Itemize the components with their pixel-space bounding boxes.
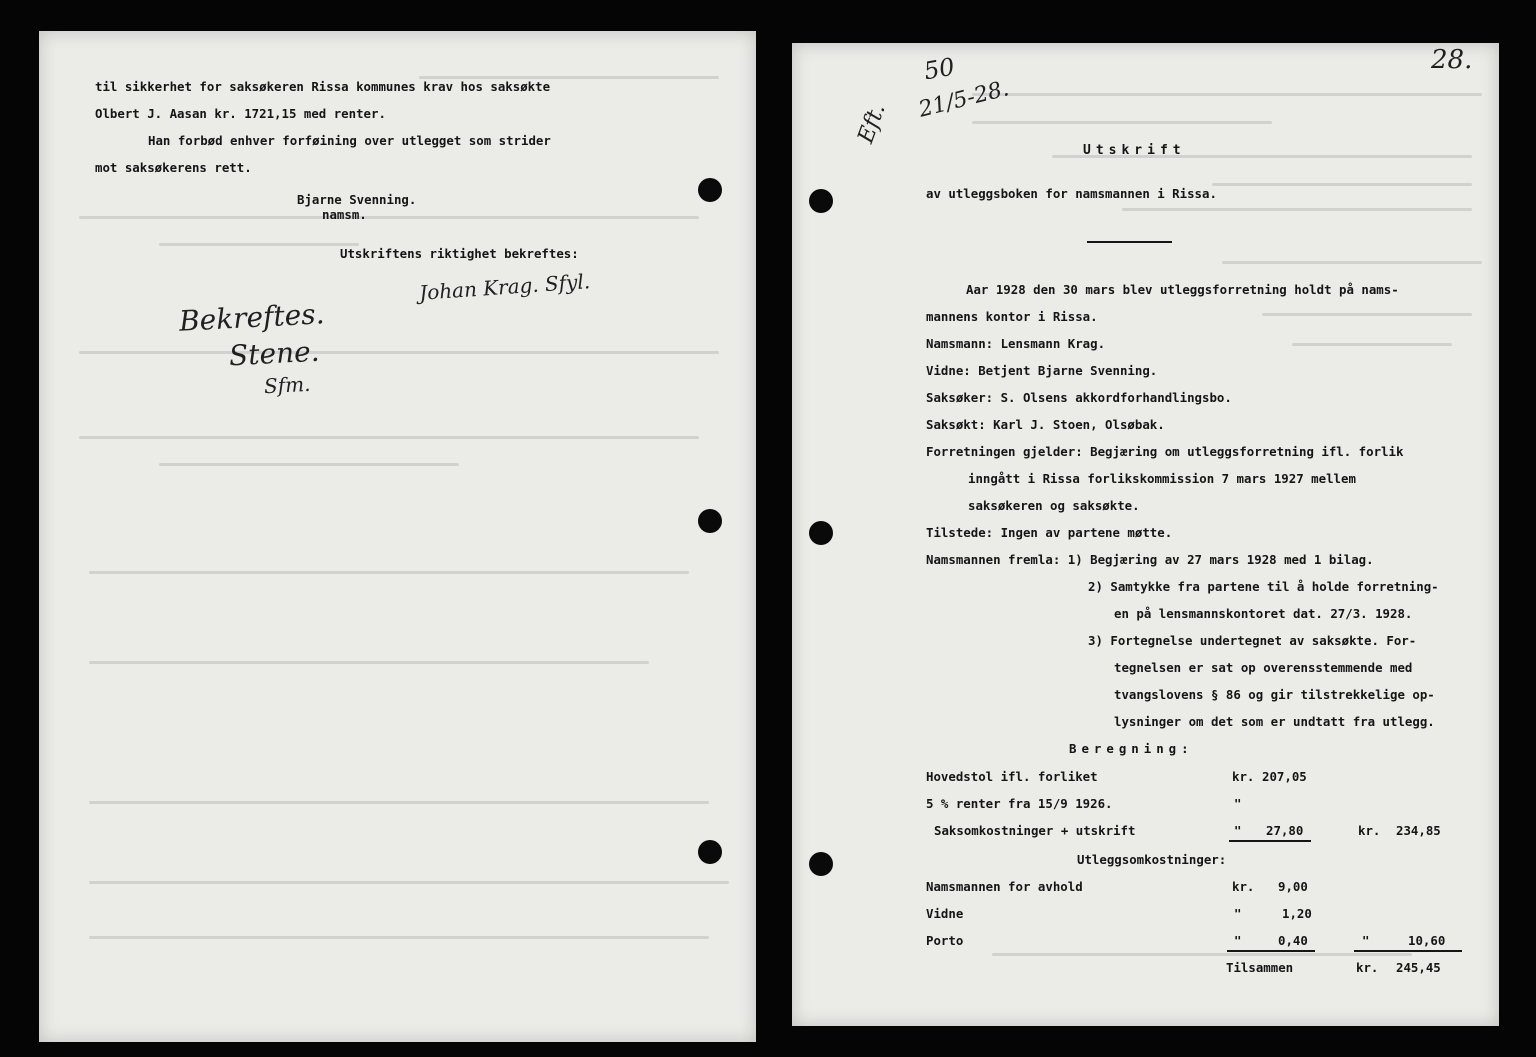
cost-row-amount: 9,00	[1278, 879, 1308, 894]
text-line: Han forbød enhver forføining over utlegget som strider	[148, 133, 551, 148]
body-line: Saksøker: S. Olsens akkordforhandlingsbo.	[926, 390, 1232, 405]
total-currency: kr.	[1356, 960, 1379, 975]
calc-row-amount: 207,05	[1262, 769, 1307, 784]
bleed-through-line	[1292, 343, 1452, 346]
title-rule	[1087, 241, 1172, 243]
subtotal-rule	[1354, 950, 1462, 952]
subtotal-rule	[1229, 840, 1311, 842]
body-line: Namsmannen fremla: 1) Begjæring av 27 mars 1928 med 1 bilag.	[926, 552, 1374, 567]
signature-title: namsm.	[322, 207, 367, 222]
body-line: Aar 1928 den 30 mars blev utleggsforretning holdt på nams-	[966, 282, 1399, 297]
text-line: til sikkerhet for saksøkeren Rissa kommunes krav hos saksøkte	[95, 79, 551, 94]
bleed-through-line	[89, 661, 649, 664]
body-line: Vidne: Betjent Bjarne Svenning.	[926, 363, 1158, 378]
bleed-through-line	[89, 881, 729, 884]
calc-row-currency-total: kr.	[1358, 823, 1381, 838]
bleed-through-line	[89, 571, 689, 574]
body-line: 3) Fortegnelse undertegnet av saksøkte. For-	[1088, 633, 1417, 648]
body-line: lysninger om det som er undtatt fra utlegg.	[1114, 714, 1435, 729]
document-title: Utskrift	[1083, 143, 1186, 158]
punch-hole	[809, 189, 833, 213]
bleed-through-line	[79, 351, 719, 354]
calculation-heading: Beregning:	[1069, 741, 1194, 756]
body-line: mannens kontor i Rissa.	[926, 309, 1098, 324]
handwritten-note-line: Sfm.	[263, 371, 312, 399]
subtotal-rule	[1227, 950, 1315, 952]
calc-row-label: 5 % renter fra 15/9 1926.	[926, 796, 1113, 811]
body-line: 2) Samtykke fra partene til å holde forretning-	[1088, 579, 1439, 594]
bleed-through-line	[159, 243, 359, 246]
bleed-through-line	[89, 936, 709, 939]
cost-row-currency: "	[1234, 906, 1242, 921]
bleed-through-line	[79, 436, 699, 439]
cost-row-label: Namsmannen for avhold	[926, 879, 1083, 894]
margin-note-side: Eft.	[853, 100, 891, 147]
calc-row-amount-total: 234,85	[1396, 823, 1441, 838]
certification-line: Utskriftens riktighet bekreftes:	[340, 246, 579, 261]
text-line: mot saksøkerens rett.	[95, 160, 252, 175]
body-line: Namsmann: Lensmann Krag.	[926, 336, 1106, 351]
body-line: saksøkeren og saksøkte.	[968, 498, 1140, 513]
margin-note-number: 50	[921, 52, 957, 86]
bleed-through-line	[972, 121, 1272, 124]
calc-row-currency: kr.	[1232, 769, 1255, 784]
body-line: tvangslovens § 86 og gir tilstrekkelige op-	[1114, 687, 1435, 702]
margin-note-date: 21/5-28.	[916, 76, 1012, 123]
calc-row-label: Saksomkostninger + utskrift	[934, 823, 1136, 838]
calc-row-currency: "	[1234, 796, 1242, 811]
handwritten-note-line: Bekreftes.	[178, 297, 326, 338]
body-line: tegnelsen er sat op overensstemmende med	[1114, 660, 1413, 675]
cost-row-label: Porto	[926, 933, 964, 948]
handwritten-signature: Johan Krag. Sfyl.	[418, 269, 591, 305]
text-line: Olbert J. Aasan kr. 1721,15 med renter.	[95, 106, 386, 121]
bleed-through-line	[159, 463, 459, 466]
calc-row-amount: 27,80	[1266, 823, 1304, 838]
punch-hole	[698, 509, 722, 533]
body-line: Forretningen gjelder: Begjæring om utleggsforretning ifl. forlik	[926, 444, 1404, 459]
bleed-through-line	[1262, 313, 1472, 316]
document-subtitle: av utleggsboken for namsmannen i Rissa.	[926, 186, 1217, 201]
punch-hole	[809, 852, 833, 876]
cost-row-amount-total: 10,60	[1408, 933, 1446, 948]
bleed-through-line	[89, 801, 709, 804]
left-document-page	[39, 31, 756, 1042]
cost-row-amount: 0,40	[1278, 933, 1308, 948]
calc-row-label: Hovedstol ifl. forliket	[926, 769, 1098, 784]
bleed-through-line	[992, 953, 1412, 956]
punch-hole	[809, 521, 833, 545]
total-amount: 245,45	[1396, 960, 1441, 975]
punch-hole	[698, 840, 722, 864]
page-number: 28.	[1431, 45, 1473, 75]
handwritten-note-line: Stene.	[228, 334, 321, 373]
bleed-through-line	[1212, 183, 1472, 186]
body-line: Saksøkt: Karl J. Stoen, Olsøbak.	[926, 417, 1165, 432]
bleed-through-line	[79, 216, 699, 219]
cost-row-amount: 1,20	[1282, 906, 1312, 921]
costs-heading: Utleggsomkostninger:	[1077, 852, 1227, 867]
bleed-through-line	[1222, 261, 1482, 264]
cost-row-label: Vidne	[926, 906, 964, 921]
body-line: inngått i Rissa forlikskommission 7 mars 1927 mellem	[968, 471, 1356, 486]
bleed-through-line	[972, 93, 1482, 96]
signature-name: Bjarne Svenning.	[297, 192, 417, 207]
cost-row-currency: kr.	[1232, 879, 1255, 894]
right-document-page	[792, 43, 1499, 1026]
cost-row-currency-total: "	[1362, 933, 1370, 948]
calc-row-currency: "	[1234, 823, 1242, 838]
total-label: Tilsammen	[1226, 960, 1294, 975]
bleed-through-line	[1122, 208, 1472, 211]
body-line: Tilstede: Ingen av partene møtte.	[926, 525, 1173, 540]
body-line: en på lensmannskontoret dat. 27/3. 1928.	[1114, 606, 1413, 621]
cost-row-currency: "	[1234, 933, 1242, 948]
punch-hole	[698, 178, 722, 202]
